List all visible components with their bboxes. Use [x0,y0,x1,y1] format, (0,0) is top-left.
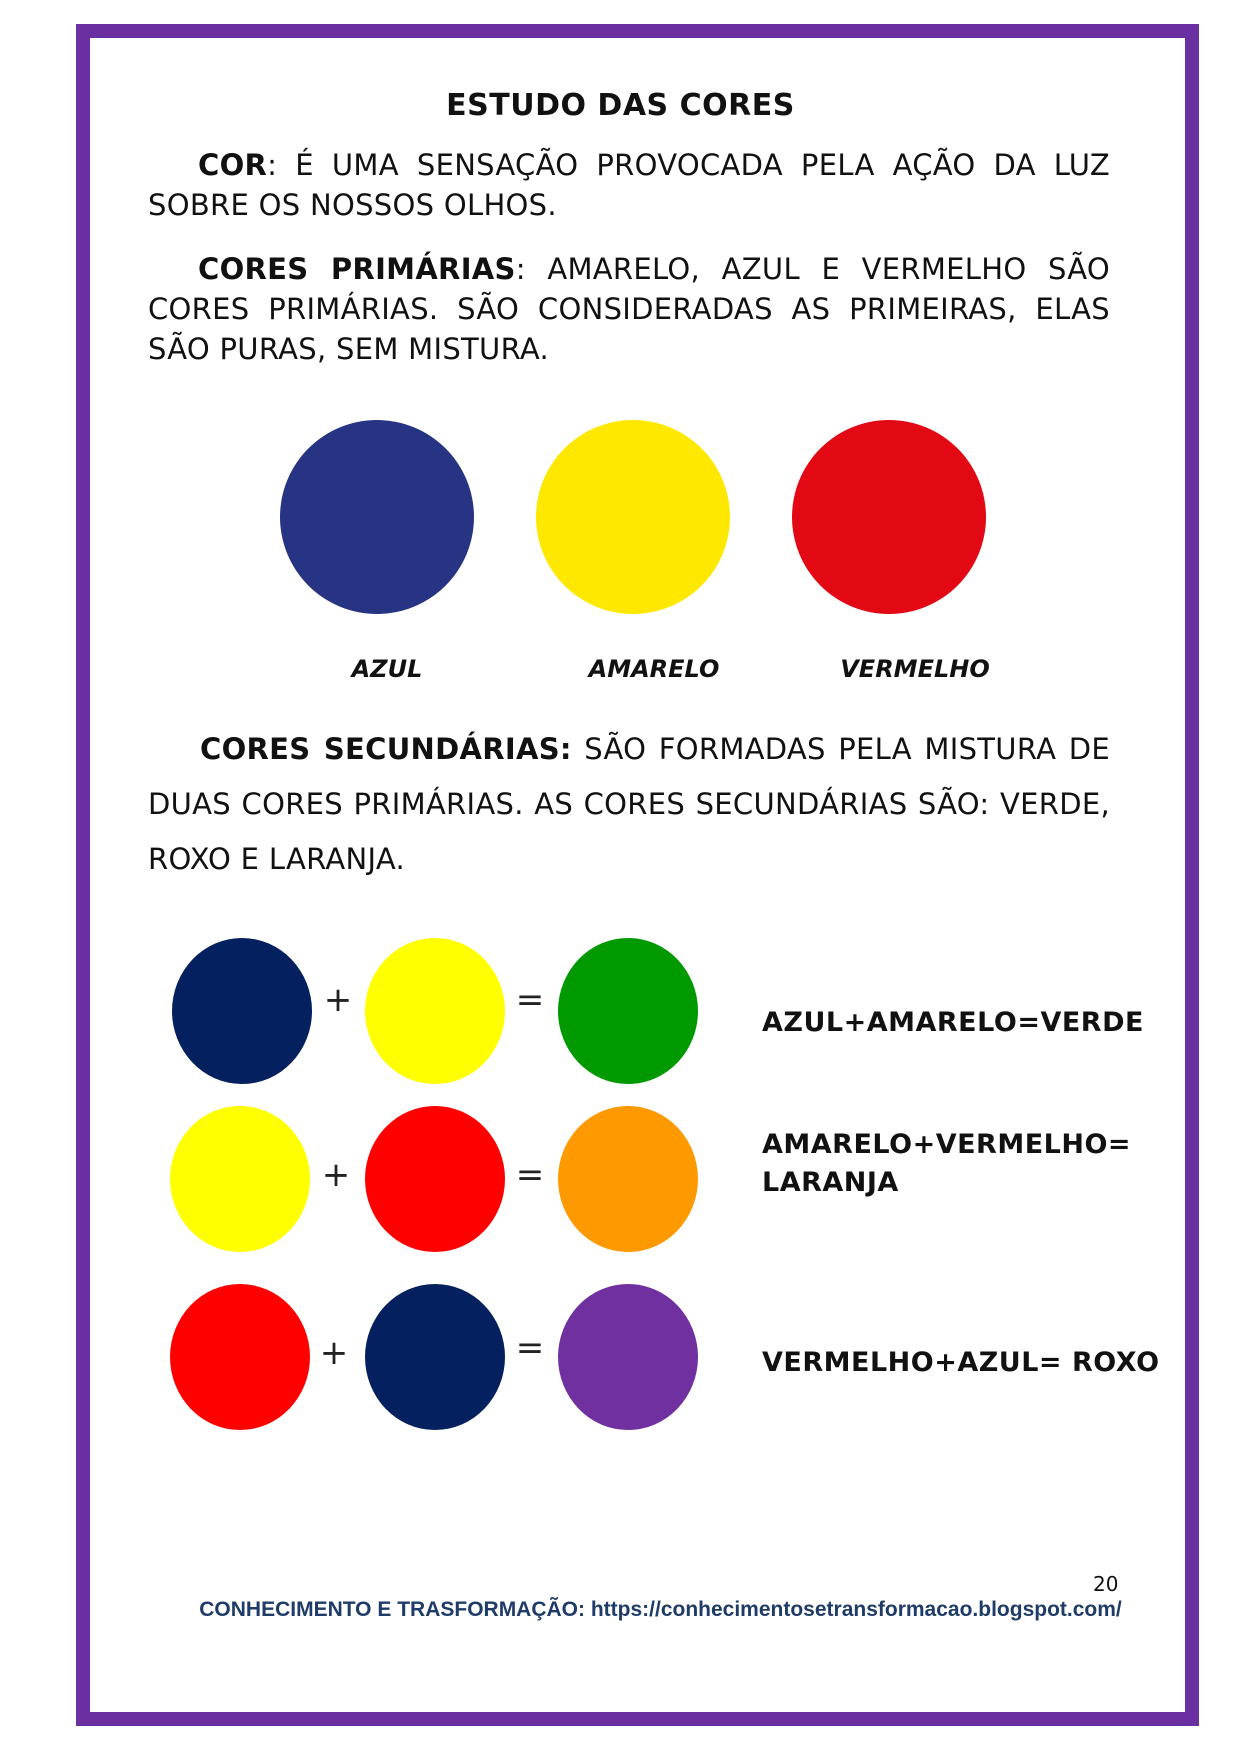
mix1-color-b [365,938,505,1084]
mix2-label: AMARELO+VERMELHO= LARANJA [762,1129,1132,1198]
cor-term: COR [198,148,268,182]
mix3-label: VERMELHO+AZUL= ROXO [762,1347,1160,1378]
mix1-label: AZUL+AMARELO=VERDE [762,1007,1144,1038]
page-number: 20 [1093,1572,1119,1596]
secondary-colors-definition [148,722,1110,887]
plus-sign: + [323,980,353,1020]
cor-text: : É UMA SENSAÇÃO PROVOCADA PELA AÇÃO DA LUZ SOBRE OS NOSSOS OLHOS. [148,148,1110,222]
page-title: ESTUDO DAS CORES [446,88,795,123]
label-amarelo: AMARELO [588,655,720,683]
label-vermelho: VERMELHO [840,655,990,683]
mix3-result [558,1284,698,1430]
footer-link[interactable]: CONHECIMENTO E TRASFORMAÇÃO: https://conhecimentosetransformacao.blogspot.com/ [199,1598,1122,1621]
label-azul: AZUL [351,655,423,683]
mix2-color-b [365,1106,505,1252]
mix2-result [558,1106,698,1252]
plus-sign: + [319,1333,349,1373]
primary-colors-definition [148,249,1110,369]
mix1-color-a [172,938,312,1084]
secondary-term: CORES SECUNDÁRIAS: [200,732,572,766]
secondary-text: SÃO FORMADAS PELA MISTURA DE DUAS CORES PRIMÁRIAS. AS CORES SECUNDÁRIAS SÃO: VERDE, ROXO E LARANJA. [148,732,1110,876]
primary-circle-azul [280,420,474,614]
equals-sign: = [515,1155,545,1195]
primary-term: CORES PRIMÁRIAS [198,252,516,286]
cor-definition [148,145,1110,225]
mix2-color-a [170,1106,310,1252]
mix3-color-b [365,1284,505,1430]
primary-circle-amarelo [536,420,730,614]
primary-text: : AMARELO, AZUL E VERMELHO SÃO CORES PRIMÁRIAS. SÃO CONSIDERADAS AS PRIMEIRAS, ELAS SÃO PURAS, SEM MISTURA. [148,252,1110,366]
mix3-color-a [170,1284,310,1430]
plus-sign: + [321,1155,351,1195]
equals-sign: = [515,980,545,1020]
primary-circle-vermelho [792,420,986,614]
mix1-result [558,938,698,1084]
equals-sign: = [515,1328,545,1368]
